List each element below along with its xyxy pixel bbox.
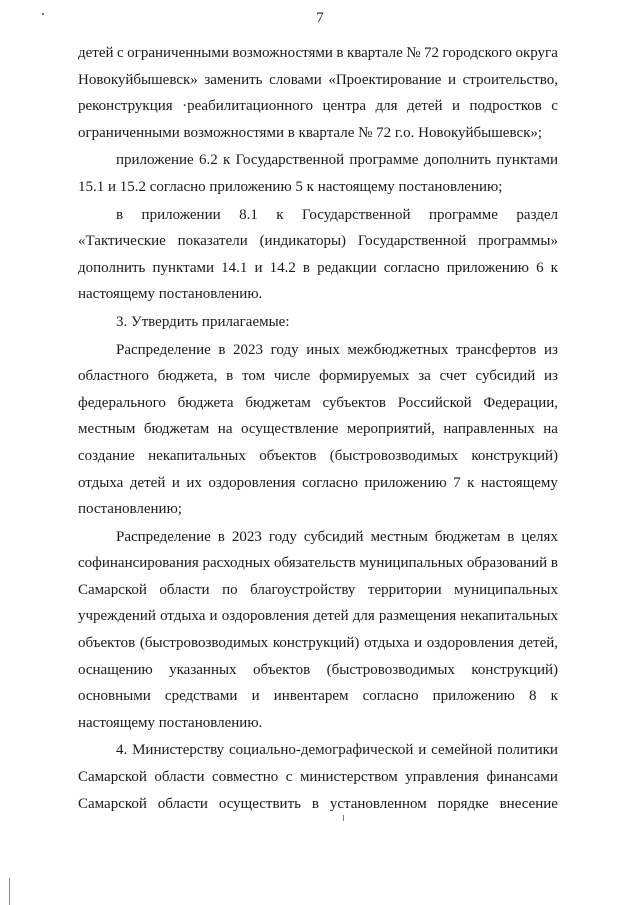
word: Министерству <box>132 742 225 759</box>
word: направленных <box>443 421 535 438</box>
word: в <box>507 528 515 545</box>
word: в <box>217 528 225 545</box>
word: счет <box>439 368 467 385</box>
word: Распределение <box>116 528 211 545</box>
text-line <box>78 228 558 255</box>
word: учреждений <box>78 608 156 625</box>
word: детей <box>407 98 443 115</box>
word: установленном <box>329 795 427 812</box>
word: раздел <box>516 206 558 223</box>
word: для <box>375 98 398 115</box>
word: расходных <box>202 555 271 572</box>
word: некапитальных <box>148 447 246 464</box>
word: согласно <box>302 474 358 491</box>
word: финансами <box>486 769 558 786</box>
word: (быстровозводимых <box>139 635 269 652</box>
scan-speck <box>343 815 344 821</box>
word: по <box>222 581 238 598</box>
word: областного <box>78 368 149 385</box>
word: дополнить <box>78 259 146 276</box>
scan-edge <box>9 878 10 905</box>
word: отдыха <box>364 635 410 652</box>
text-line <box>78 93 558 120</box>
word: на <box>217 421 233 438</box>
text-line: постановлению; <box>78 501 182 518</box>
word: образований <box>466 555 548 572</box>
word: Государственной <box>235 152 345 169</box>
word: словами <box>269 71 322 88</box>
word: в <box>336 45 344 61</box>
word: настоящему <box>480 474 558 491</box>
word: приложении <box>141 206 221 223</box>
word: конструкций) <box>471 661 558 678</box>
word: отдыха <box>160 608 206 625</box>
word: (индикаторы) <box>259 233 347 250</box>
word: 8.1 <box>239 206 258 223</box>
word: 72 <box>424 45 440 61</box>
word: субъектов <box>322 394 386 411</box>
text-line <box>78 577 558 604</box>
text-line: настоящему постановлению. <box>78 714 263 731</box>
word: центра <box>322 98 367 115</box>
text-line <box>78 202 558 229</box>
word: социально-демографической <box>228 742 414 759</box>
word: заменить <box>204 71 263 88</box>
word: оздоровления <box>208 474 296 491</box>
word: числе <box>273 368 311 385</box>
word: приложение <box>116 152 194 169</box>
word: бюджета <box>177 394 234 411</box>
word: совместно <box>212 769 279 786</box>
word: к <box>550 259 558 276</box>
word: объектов <box>253 661 311 678</box>
word: создание <box>78 447 135 464</box>
word: территории <box>367 581 442 598</box>
word: детей <box>78 45 114 61</box>
word: их <box>186 474 202 491</box>
word: в <box>302 259 310 276</box>
word: к <box>550 688 558 705</box>
word: детей, <box>518 635 558 652</box>
word: программе <box>428 206 498 223</box>
text-line <box>78 550 558 577</box>
text-line <box>78 416 558 443</box>
word: и <box>171 474 180 491</box>
text-line <box>78 657 558 684</box>
word: с <box>551 98 558 115</box>
word: и <box>451 98 460 115</box>
word: федерального <box>78 394 166 411</box>
word: иных <box>306 341 340 358</box>
word: с <box>285 769 293 786</box>
text-line: 3. Утвердить прилагаемые: <box>116 313 290 330</box>
word: Распределение <box>116 341 211 358</box>
word: министерством <box>299 769 398 786</box>
word: детей <box>313 608 349 625</box>
word: показатели <box>177 233 248 250</box>
page-number: 7 <box>316 10 324 26</box>
word: согласно <box>362 688 419 705</box>
word: мероприятий, <box>346 421 435 438</box>
word: области <box>154 769 205 786</box>
word: управления <box>405 769 479 786</box>
word: и <box>447 71 457 88</box>
word: оздоровления <box>221 608 309 625</box>
word: программе <box>349 152 419 169</box>
word: приложению <box>432 688 515 705</box>
word: оснащению <box>78 661 153 678</box>
word: и <box>254 259 263 276</box>
word: возможностями <box>232 45 333 61</box>
word: Самарской <box>78 581 147 598</box>
word: формируемых <box>319 368 410 385</box>
word: на <box>543 421 558 438</box>
text-line <box>78 737 558 764</box>
text-line <box>78 363 558 390</box>
word: согласно <box>383 259 440 276</box>
text-line <box>78 40 558 67</box>
word: трансфертов <box>456 341 537 358</box>
text-line <box>78 67 558 94</box>
word: средствами <box>164 688 238 705</box>
word: субсидий <box>475 368 536 385</box>
word: Новокуйбышевск» <box>78 71 198 88</box>
text-line <box>78 337 558 364</box>
text-line <box>78 443 558 470</box>
word: муниципальных <box>454 581 558 598</box>
word: «Проектирование <box>328 71 442 88</box>
word: округа <box>515 45 558 61</box>
word: 7 <box>453 474 461 491</box>
word: инвентарем <box>273 688 349 705</box>
text-line <box>78 255 558 282</box>
word: целях <box>521 528 558 545</box>
word: к <box>467 474 475 491</box>
word: Федерации, <box>483 394 558 411</box>
word: (быстровозводимых <box>326 661 455 678</box>
word: к <box>223 152 231 169</box>
text-line <box>78 524 558 551</box>
word: в <box>218 341 226 358</box>
word: бюджетам <box>143 421 210 438</box>
word: субсидий <box>303 528 364 545</box>
word: внесение <box>499 795 558 812</box>
word: приложению <box>446 259 529 276</box>
word: «Тактические <box>78 233 166 250</box>
word: 8 <box>529 688 537 705</box>
text-line <box>78 390 558 417</box>
word: городского <box>442 45 512 61</box>
word: местным <box>370 528 428 545</box>
word: пунктами <box>152 259 215 276</box>
word: 2023 <box>231 528 262 545</box>
text-line <box>78 791 558 818</box>
word: в <box>311 795 319 812</box>
word: порядке <box>437 795 489 812</box>
word: обязательств <box>274 555 356 572</box>
word: детей <box>129 474 166 491</box>
text-line: настоящему постановлению. <box>78 286 263 303</box>
word: редакции <box>317 259 377 276</box>
word: за <box>418 368 431 385</box>
word: Государственной <box>302 206 411 223</box>
word: том <box>242 368 266 385</box>
word: приложению <box>364 474 447 491</box>
word: к <box>276 206 284 223</box>
word: 6.2 <box>199 152 218 169</box>
word: ·реабилитационного <box>182 98 314 115</box>
text-line: 15.1 и 15.2 согласно приложению 5 к настоящему постановлению; <box>78 178 503 195</box>
word: и <box>414 635 423 652</box>
word: основными <box>78 688 151 705</box>
word: 4. <box>116 742 128 759</box>
text-line <box>78 470 558 497</box>
text-line <box>78 147 558 174</box>
word: 2023 <box>233 341 264 358</box>
word: № <box>406 45 421 61</box>
document-body <box>78 40 558 817</box>
word: строительство, <box>462 71 558 88</box>
word: квартале <box>346 45 403 61</box>
word: размещения <box>378 608 457 625</box>
word: конструкций) <box>272 635 360 652</box>
word: пунктами <box>496 152 558 169</box>
word: бюджета, <box>157 368 218 385</box>
word: из <box>543 341 558 358</box>
word: ограниченными <box>127 45 229 61</box>
word: Государственной <box>357 233 467 250</box>
word: семейной <box>431 742 493 759</box>
word: дополнить <box>423 152 492 169</box>
word: 14.2 <box>269 259 296 276</box>
word: и <box>418 742 427 759</box>
word: межбюджетных <box>347 341 449 358</box>
word: подростков <box>469 98 542 115</box>
word: году <box>270 341 299 358</box>
text-line <box>78 683 558 710</box>
word: некапитальных <box>460 608 558 625</box>
text-line <box>78 630 558 657</box>
word: объектов <box>78 635 136 652</box>
word: бюджетам <box>245 394 311 411</box>
word: Самарской <box>78 795 147 812</box>
word: для <box>352 608 375 625</box>
word: объектов <box>259 447 317 464</box>
word: осуществление <box>241 421 339 438</box>
word: из <box>544 368 558 385</box>
word: и <box>251 688 260 705</box>
word: благоустройству <box>250 581 356 598</box>
text-line: ограниченными возможностями в квартале № 72 г.о. Новокуйбышевск»; <box>78 124 543 141</box>
word: (быстровозводимых <box>329 447 459 464</box>
word: Самарской <box>78 769 147 786</box>
word: местным <box>78 421 136 438</box>
word: бюджетам <box>434 528 501 545</box>
word: в <box>550 555 558 572</box>
word: конструкций) <box>471 447 558 464</box>
text-line <box>78 764 558 791</box>
word: муниципальных <box>359 555 464 572</box>
word: 6 <box>536 259 544 276</box>
word: указанных <box>169 661 237 678</box>
word: с <box>117 45 124 61</box>
word: софинансирования <box>78 555 199 572</box>
word: 14.1 <box>221 259 248 276</box>
word: в <box>116 206 124 223</box>
word: области <box>157 795 208 812</box>
word: оздоровления <box>426 635 515 652</box>
word: Российской <box>397 394 472 411</box>
word: в <box>226 368 234 385</box>
word: области <box>159 581 210 598</box>
text-line <box>78 603 558 630</box>
word: программы» <box>478 233 558 250</box>
word: и <box>209 608 218 625</box>
word: политики <box>497 742 558 759</box>
word: реконструкция <box>78 98 173 115</box>
word: осуществить <box>218 795 301 812</box>
word: году <box>268 528 297 545</box>
word: отдыха <box>78 474 124 491</box>
